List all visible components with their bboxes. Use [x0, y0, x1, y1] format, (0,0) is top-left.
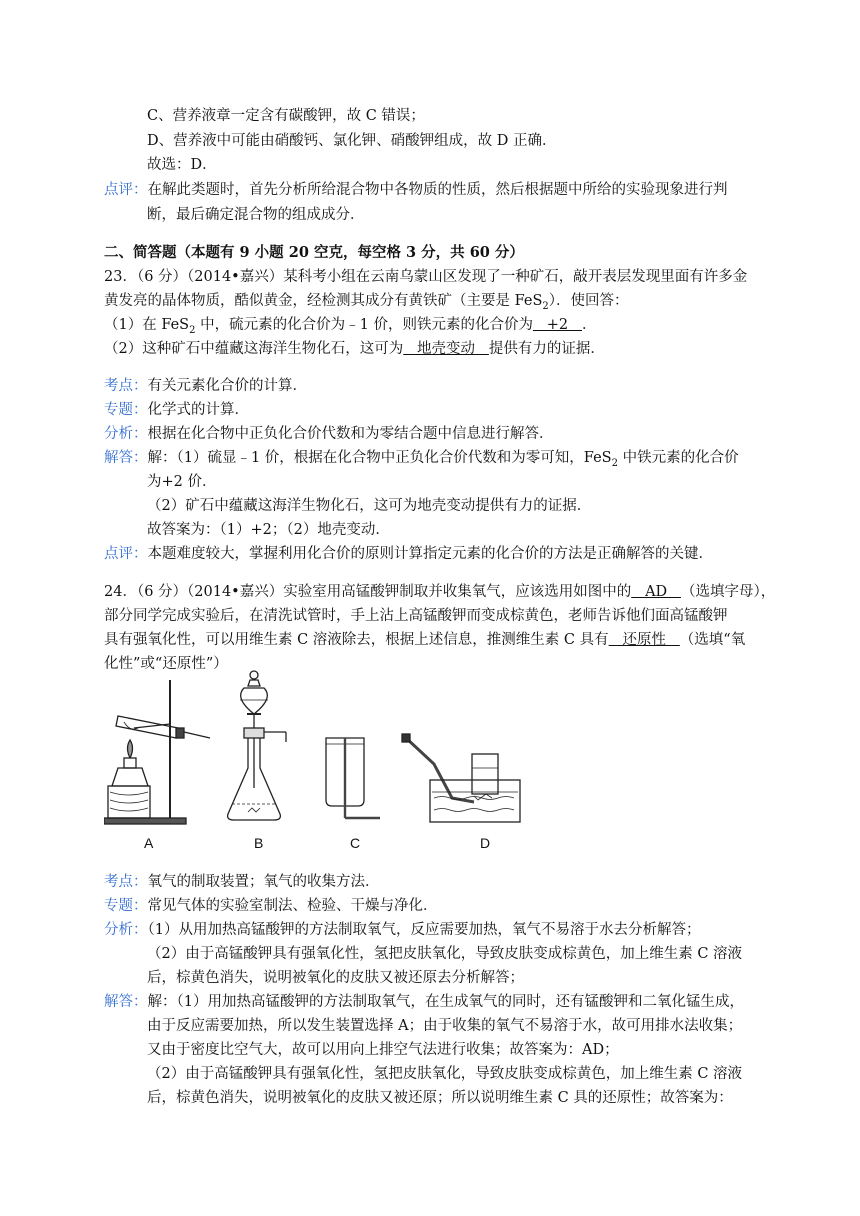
label-d: D [480, 835, 491, 851]
q23-jieda-cont: 为+2 价． [147, 474, 217, 490]
q24-jieda-5: 后，棕黄色消失，说明被氧化的皮肤又被还原；所以说明维生素 C 具的还原性；故答案为： [147, 1090, 733, 1106]
q23-dianping: 点评：本题难度较大，掌握利用化合价的原则计算指定元素的化合价的方法是正确解答的关键． [104, 546, 713, 562]
q24-kaodian: 考点：氧气的制取装置；氧气的收集方法． [104, 874, 380, 890]
q23-fenxi: 分析：根据在化合物中正负化合价代数和为零结合题中信息进行解答． [104, 426, 554, 442]
apparatus-b [228, 671, 286, 820]
comment-row [104, 180, 728, 200]
apparatus-a [104, 680, 210, 824]
apparatus-figure [104, 668, 524, 858]
q24-jieda-2: 由于反应需要加热，所以发生装置选择 A；由于收集的氧气不易溶于水，故可用排水法收集； [147, 1018, 743, 1034]
q24-fenxi: 分析：（1）从用加热高锰酸钾的方法制取氧气，反应需要加热，氧气不易溶于水去分析解答； [104, 922, 701, 938]
q24-answer-2: 还原性 [608, 632, 680, 648]
apparatus-c [326, 738, 380, 818]
q24-jieda: 解答：解：（1）用加热高锰酸钾的方法制取氧气，在生成氧气的同时，还有锰酸钾和二氧化锰生成， [104, 994, 744, 1010]
q24-stem-line4: 化性”或“还原性”） [104, 656, 228, 672]
q23-stem-line1: 23．（6 分）（2014•嘉兴）某科考小组在云南乌蒙山区发现了一种矿石，敲开表层发现里面有许多金 [104, 269, 748, 285]
section-title: 二、简答题（本题有 9 小题 20 空克，每空格 3 分，共 60 分） [104, 244, 524, 261]
q23-stem-line2: 黄发亮的晶体物质，酷似黄金，经检测其成分有黄铁矿（主要是 FeS$_2$）．使回答： [104, 293, 629, 312]
q24-fenxi-2: （2）由于高锰酸钾具有强氧化性，氢把皮肤氧化，导致皮肤变成棕黄色，加上维生素 C 溶液 [147, 946, 743, 962]
comment-text: 在解此类题时，首先分析所给混合物中各物质的性质，然后根据题中所给的实验现象进行判 [147, 182, 728, 198]
q24-zhuanti: 专题：常见气体的实验室制法、检验、干燥与净化． [104, 898, 438, 914]
option-c-text: C、营养液章一定含有碳酸钾，故 C 错误； [147, 108, 425, 124]
q23-jieda-part2: （2）矿石中蕴藏这海洋生物化石，这可为地壳变动提供有力的证据． [147, 498, 592, 514]
option-d-text: D、营养液中可能由硝酸钙、氯化钾、硝酸钾组成，故 D 正确． [147, 133, 557, 149]
q23-jieda: 解答：解：（1）硫显﹣1 价，根据在化合物中正负化合价代数和为零可知，FeS$_2$ 中铁元素的化合价 [104, 450, 739, 469]
q23-part1: （1）在 FeS$_2$ 中，硫元素的化合价为﹣1 价，则铁元素的化合价为 +2 ． [104, 317, 597, 336]
q24-answer-1: AD [631, 584, 682, 600]
q24-stem-line1: 24．（6 分）（2014•嘉兴）实验室用高锰酸钾制取并收集氧气，应该选用如图中的 AD （选填字母）， [104, 584, 776, 600]
q23-part2: （2）这种矿石中蕴藏这海洋生物化石，这可为 地壳变动 提供有力的证据． [104, 341, 605, 357]
answer-choice: 故选：D． [147, 157, 217, 173]
apparatus-d [402, 734, 520, 822]
comment-tag: 点评： [104, 182, 148, 198]
q23-final-answer: 故答案为：（1）+2；（2）地壳变动． [147, 522, 390, 538]
comment-text-cont: 断，最后确定混合物的组成成分． [147, 207, 365, 223]
label-c: C [350, 835, 361, 851]
label-b: B [254, 835, 264, 851]
q24-stem-line3: 具有强氧化性，可以用维生素 C 溶液除去，根据上述信息，推测维生素 C 具有 还原性 （选填“氧 [104, 632, 746, 648]
q23-kaodian: 考点：有关元素化合价的计算． [104, 378, 307, 394]
q24-stem-line2: 部分同学完成实验后，在清洗试管时，手上沾上高锰酸钾而变成棕黄色，老师告诉他们面高锰酸钾 [104, 608, 728, 624]
q24-jieda-4: （2）由于高锰酸钾具有强氧化性，氢把皮肤氧化，导致皮肤变成棕黄色，加上维生素 C 溶液 [147, 1066, 743, 1082]
q24-jieda-3: 又由于密度比空气大，故可以用向上排空气法进行收集；故答案为：AD； [147, 1042, 619, 1058]
label-a: A [144, 835, 154, 851]
q24-fenxi-3: 后，棕黄色消失，说明被氧化的皮肤又被还原去分析解答； [147, 970, 524, 986]
q23-answer-2: 地壳变动 [403, 341, 489, 357]
q23-zhuanti: 专题：化学式的计算． [104, 402, 249, 418]
q23-answer-1: +2 [532, 317, 582, 333]
